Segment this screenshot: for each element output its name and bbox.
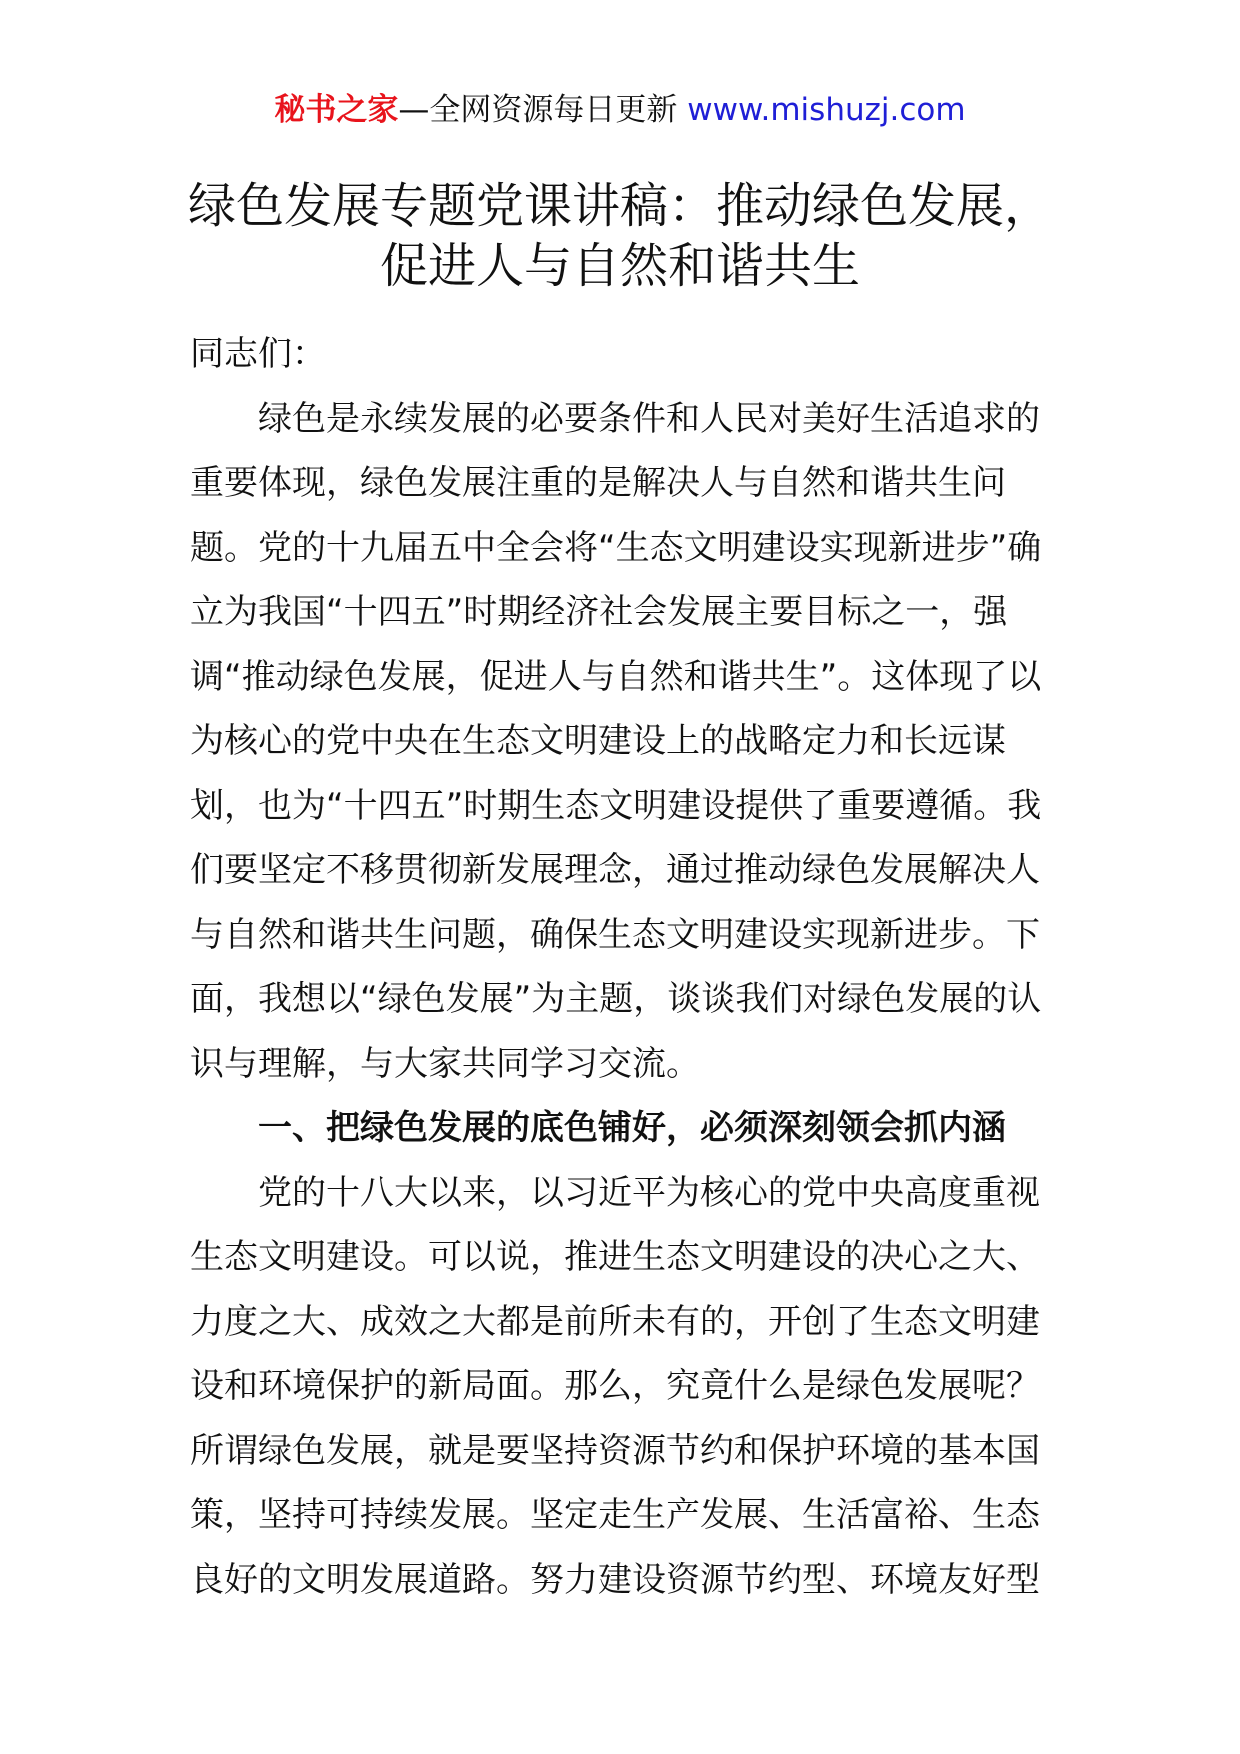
site-url-link[interactable]: www.mishuzj.com [687, 92, 966, 128]
header-slogan: —全网资源每日更新 [398, 92, 678, 128]
title-line-2: 促进人与自然和谐共生 [379, 238, 860, 294]
document-body [190, 322, 1070, 1612]
brand-name: 秘书之家 [274, 92, 399, 128]
section-heading-1: 一、把绿色发展的底色铺好，必须深刻领会抓内涵 [258, 1108, 1006, 1148]
title-line-1: 绿色发展专题党课讲稿：推动绿色发展， [187, 178, 1052, 234]
document-title [150, 176, 1090, 296]
salutation: 同志们： [190, 334, 326, 374]
paragraph-section-1: 党的十八大以来，以习近平为核心的党中央高度重视生态文明建设。可以说，推进生态文明建设的决心之大、力度之大、成效之大都是前所未有的，开创了生态文明建设和环境保护的新局面。那么，究竟什么是绿色发展呢？所谓绿色发展，就是要坚持资源节约和保护环境的基本国策，坚持可持续发展。坚定走生产发展、生活富裕、生态良好的文明发展道路。努力建设资源节约型、环境友好型 [190, 1172, 1040, 1600]
paragraph-intro: 绿色是永续发展的必要条件和人民对美好生活追求的重要体现，绿色发展注重的是解决人与自然和谐共生问题。党的十九届五中全会将“生态文明建设实现新进步”确立为我国“十四五”时期经济社会发展主要目标之一，强调“推动绿色发展，促进人与自然和谐共生”。这体现了以为核心的党中央在生态文明建设上的战略定力和长远谋划，也为“十四五”时期生态文明建设提供了重要遵循。我们要坚定不移贯彻新发展理念，通过推动绿色发展解决人与自然和谐共生问题，确保生态文明建设实现新进步。下面，我想以“绿色发展”为主题，谈谈我们对绿色发展的认识与理解，与大家共同学习交流。 [190, 398, 1042, 1084]
site-header [0, 88, 1240, 132]
